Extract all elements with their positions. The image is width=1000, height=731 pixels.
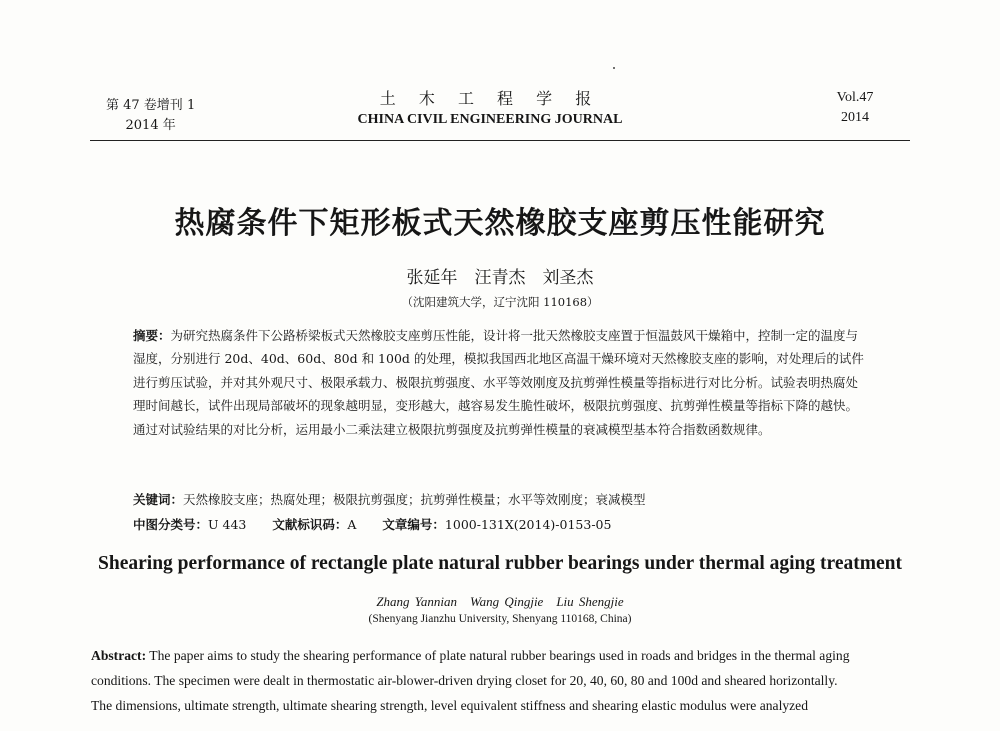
issue-info xyxy=(106,96,195,136)
abstract-en-line: The dimensions, ultimate strength, ultimate shearing strength, level equivalent stiffness and shearing elastic modulus were analyzed xyxy=(91,698,809,714)
clc-value: U 443 xyxy=(208,517,247,532)
keywords-text: 天然橡胶支座；热腐处理；极限抗剪强度；抗剪弹性模量；水平等效刚度；衰减模型 xyxy=(183,492,646,507)
year-cn: 2014 年 xyxy=(125,118,176,133)
abstract-cn-label: 摘要： xyxy=(133,328,171,343)
journal-name-cn: 土 木 工 程 学 报 xyxy=(379,89,601,108)
affiliation-en: (Shenyang Jianzhu University, Shenyang 110168, China) xyxy=(368,613,632,625)
article-no-label: 文章编号： xyxy=(382,517,445,532)
authors-cn: 张延年 汪青杰 刘圣杰 xyxy=(406,268,594,288)
year: 2014 xyxy=(841,110,869,125)
classification-line xyxy=(133,514,868,536)
journal-name-en: CHINA CIVIL ENGINEERING JOURNAL xyxy=(357,112,623,127)
keywords-label: 关键词： xyxy=(133,492,184,507)
clc-label: 中图分类号： xyxy=(133,517,209,532)
volume-info xyxy=(810,88,900,128)
doc-code-label: 文献标识码： xyxy=(272,517,348,532)
journal-name xyxy=(340,88,640,130)
affiliation-cn: （沈阳建筑大学，辽宁沈阳 110168） xyxy=(401,295,599,309)
abstract-en-label: Abstract: xyxy=(91,648,147,663)
article-no-value: 1000-131X(2014)-0153-05 xyxy=(444,517,612,532)
abstract-en-line: conditions. The specimen were dealt in thermostatic air-blower-driven drying closet for 20, 40, 60, 80 and 100d and sheared horizontally. xyxy=(91,673,838,689)
abstract-cn-text: 为研究热腐条件下公路桥梁板式天然橡胶支座剪压性能，设计将一批天然橡胶支座置于恒温鼓风干燥箱中，控制一定的温度与湿度，分别进行 20d、40d、60d、80d 和 100d 的处理，模拟我国西北地区高温干燥环境对天然橡胶支座的影响，对处理后的试件进行剪压试验，并对其外观尺寸、极限承载力、极限抗剪强度、水平等效刚度及抗剪弹性模量等指标进行对比分析。试验表明热腐处理时间越长，试件出现局部破坏的现象越明显，变形越大，越容易发生脆性破坏，极限抗剪强度、抗剪弹性模量等指标下降的越快。通过对试验结果的对比分析，运用最小二乘法建立极限抗剪强度及抗剪弹性模量的衰减模型基本符合指数函数规律。 xyxy=(133,328,864,437)
scan-speck xyxy=(613,67,615,69)
keywords-cn xyxy=(133,489,868,511)
abstract-en-line xyxy=(91,643,905,668)
article-title-cn: 热腐条件下矩形板式天然橡胶支座剪压性能研究 xyxy=(174,206,826,241)
authors-en: Zhang Yannian Wang Qingjie Liu Shengjie xyxy=(376,594,624,609)
abstract-en-text: The paper aims to study the shearing performance of plate natural rubber bearings used in roads and bridges in the thermal aging xyxy=(149,648,850,663)
abstract-en xyxy=(91,643,905,719)
abstract-cn xyxy=(133,324,868,441)
doc-code-value: A xyxy=(347,517,357,532)
issue-cn: 第 47 卷增刊 1 xyxy=(106,98,196,113)
article-title-en: Shearing performance of rectangle plate natural rubber bearings under thermal aging treatment xyxy=(98,553,902,574)
volume: Vol.47 xyxy=(836,90,874,105)
header-rule xyxy=(90,140,910,141)
